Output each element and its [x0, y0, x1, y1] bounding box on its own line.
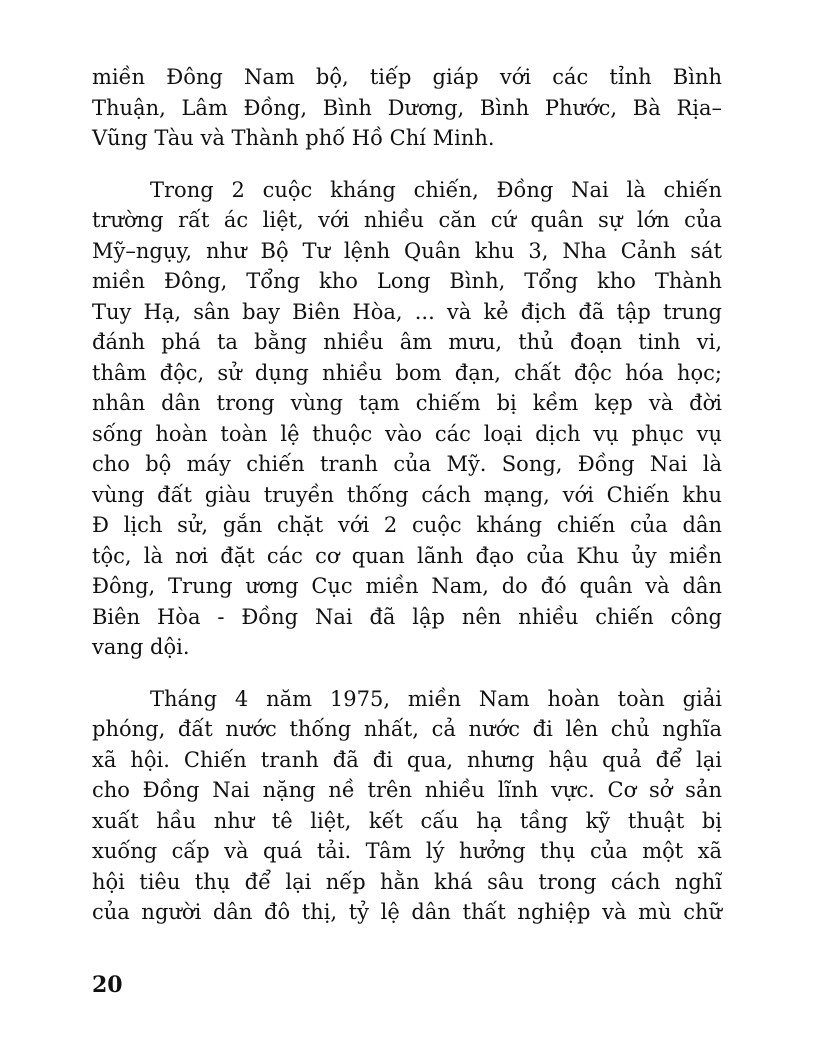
text-line: Mỹ–ngụy, như Bộ Tư lệnh Quân khu 3, Nha Cảnh sát	[92, 238, 722, 263]
text-line: sống hoàn toàn lệ thuộc vào các loại dịch vụ phục vụ	[92, 421, 722, 446]
text-line: xuống cấp và quá tải. Tâm lý hưởng thụ của một xã	[92, 839, 722, 863]
text-line: Vũng Tàu và Thành phố Hồ Chí Minh.	[92, 126, 495, 150]
text-line: của người dân đô thị, tỷ lệ dân thất nghiệp và mù chữ	[92, 900, 722, 924]
text-line: vang dội.	[92, 635, 190, 659]
text-line: xuất hầu như tê liệt, kết cấu hạ tầng kỹ thuật bị	[92, 808, 722, 833]
text-line: đánh phá ta bằng nhiều âm mưu, thủ đoạn tinh vi,	[92, 330, 722, 354]
text-line: Tuy Hạ, sân bay Biên Hòa, ... và kẻ địch đã tập trung	[92, 299, 722, 324]
paragraph-gap	[92, 663, 722, 684]
text-line: hội tiêu thụ để lại nếp hằn khá sâu trong cách nghĩ	[92, 869, 722, 894]
paragraph-1	[92, 62, 722, 154]
text-line: xã hội. Chiến tranh đã đi qua, nhưng hậu quả để lại	[92, 747, 722, 772]
text-line: Đ lịch sử, gắn chặt với 2 cuộc kháng chiến của dân	[92, 513, 722, 537]
text-line: thâm độc, sử dụng nhiều bom đạn, chất độc hóa học;	[92, 360, 722, 385]
body-text	[92, 62, 722, 928]
text-line: Trong 2 cuộc kháng chiến, Đồng Nai là chiến	[150, 177, 722, 202]
paragraph-3	[92, 684, 722, 928]
text-line: trường rất ác liệt, với nhiều căn cứ quân sự lớn của	[92, 208, 722, 232]
text-line: cho bộ máy chiến tranh của Mỹ. Song, Đồng Nai là	[92, 452, 722, 476]
paragraph-gap	[92, 154, 722, 175]
text-line: miền Đông Nam bộ, tiếp giáp với các tỉnh Bình	[92, 65, 722, 89]
text-line: Đông, Trung ương Cục miền Nam, do đó quân và dân	[92, 574, 722, 598]
text-line: nhân dân trong vùng tạm chiếm bị kềm kẹp và đời	[92, 391, 722, 415]
paragraph-2	[92, 175, 722, 663]
text-line: cho Đồng Nai nặng nề trên nhiều lĩnh vực. Cơ sở sản	[92, 778, 722, 802]
text-line: Tháng 4 năm 1975, miền Nam hoàn toàn giải	[150, 686, 722, 711]
text-line: vùng đất giàu truyền thống cách mạng, với Chiến khu	[92, 482, 722, 507]
text-line: Biên Hòa - Đồng Nai đã lập nên nhiều chiến công	[92, 604, 722, 629]
text-line: tộc, là nơi đặt các cơ quan lãnh đạo của Khu ủy miền	[92, 543, 722, 568]
page-number: 20	[92, 972, 123, 998]
text-line: Thuận, Lâm Đồng, Bình Dương, Bình Phước, Bà Rịa–	[92, 95, 722, 120]
text-line: phóng, đất nước thống nhất, cả nước đi lên chủ nghĩa	[92, 717, 722, 741]
text-line: miền Đông, Tổng kho Long Bình, Tổng kho Thành	[92, 269, 722, 293]
